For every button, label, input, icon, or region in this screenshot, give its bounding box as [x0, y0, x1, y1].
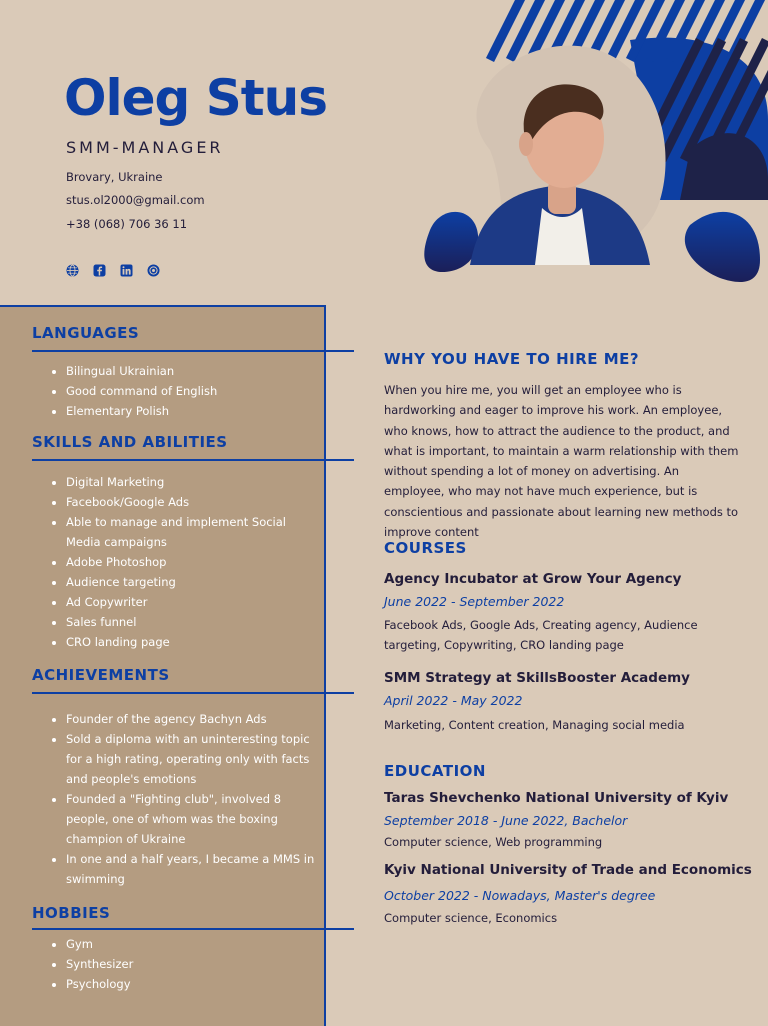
list-item: • CRO landing page — [66, 632, 316, 652]
social-links — [66, 264, 160, 277]
list-item: • Facebook/Google Ads — [66, 492, 316, 512]
languages-divider — [32, 350, 354, 352]
hobbies-divider — [32, 928, 354, 930]
list-item: • Gym — [66, 934, 316, 954]
job-title: SMM-MANAGER — [66, 138, 224, 157]
location: Brovary, Ukraine — [66, 170, 163, 184]
courses-heading: COURSES — [384, 539, 467, 557]
course-title: Agency Incubator at Grow Your Agency — [384, 571, 682, 587]
candidate-name: Oleg Stus — [64, 69, 328, 127]
instagram-icon[interactable] — [147, 264, 160, 277]
list-item: • Digital Marketing — [66, 472, 316, 492]
education-title: Kyiv National University of Trade and Economics — [384, 862, 752, 878]
facebook-icon[interactable] — [93, 264, 106, 277]
list-item: • Founder of the agency Bachyn Ads — [66, 709, 316, 729]
email[interactable]: stus.ol2000@gmail.com — [66, 193, 205, 207]
course-date: April 2022 - May 2022 — [384, 693, 523, 708]
list-item: • Psychology — [66, 974, 316, 994]
list-item: • Founded a "Fighting club", involved 8 people, one of whom was the boxing champion of Ukraine — [66, 789, 316, 849]
globe-icon[interactable] — [66, 264, 79, 277]
list-item: • Adobe Photoshop — [66, 552, 316, 572]
education-heading: EDUCATION — [384, 762, 486, 780]
education-title: Taras Shevchenko National University of Kyiv — [384, 790, 729, 806]
languages-heading: LANGUAGES — [32, 324, 140, 342]
education-description: Computer science, Economics — [384, 911, 558, 925]
skills-list — [50, 472, 316, 652]
course-description: Facebook Ads, Google Ads, Creating agency, Audience targeting, Copywriting, CRO landing page — [384, 618, 698, 652]
ear — [519, 132, 533, 156]
decorative-header-art — [400, 0, 768, 300]
list-item: • Audience targeting — [66, 572, 316, 592]
blue-blob-right — [685, 212, 760, 282]
list-item: • Bilingual Ukrainian — [66, 361, 316, 381]
linkedin-icon[interactable] — [120, 264, 133, 277]
list-item: • Good command of English — [66, 381, 316, 401]
course-description: Marketing, Content creation, Managing social media — [384, 718, 685, 732]
skills-heading: SKILLS AND ABILITIES — [32, 433, 228, 451]
why-hire-text: When you hire me, you will get an employee who is hardworking and eager to improve his work. An employee, who knows, how to attract the audience to the product, and what is important, to maintain a warm relationship with them without spending a lot of money on advertising. An employee, who may not have much experience, but is conscientious and passionate about learning new methods to improve content — [384, 383, 739, 540]
list-item: • Sold a diploma with an uninteresting topic for a high rating, operating only with facts and people's emotions — [66, 729, 316, 789]
hobbies-heading: HOBBIES — [32, 904, 111, 922]
education-date: September 2018 - June 2022, Bachelor — [384, 813, 628, 828]
achievements-list — [50, 709, 316, 889]
hobbies-list — [50, 934, 316, 994]
list-item: • Synthesizer — [66, 954, 316, 974]
list-item: • Ad Copywriter — [66, 592, 316, 612]
list-item: • Sales funnel — [66, 612, 316, 632]
achievements-divider — [32, 692, 354, 694]
education-description: Computer science, Web programming — [384, 835, 603, 849]
languages-list — [50, 361, 316, 421]
why-hire-heading: WHY YOU HAVE TO HIRE ME? — [384, 350, 640, 368]
achievements-heading: ACHIEVEMENTS — [32, 666, 170, 684]
education-date: October 2022 - Nowadays, Master's degree — [384, 888, 656, 903]
list-item: • In one and a half years, I became a MMS in swimming — [66, 849, 316, 889]
course-title: SMM Strategy at SkillsBooster Academy — [384, 670, 690, 686]
skills-divider — [32, 459, 354, 461]
profile-photo — [460, 70, 660, 265]
list-item: • Elementary Polish — [66, 401, 316, 421]
list-item: • Able to manage and implement Social Media campaigns — [66, 512, 316, 552]
course-date: June 2022 - September 2022 — [384, 594, 565, 609]
phone[interactable]: +38 (068) 706 36 11 — [66, 217, 188, 231]
